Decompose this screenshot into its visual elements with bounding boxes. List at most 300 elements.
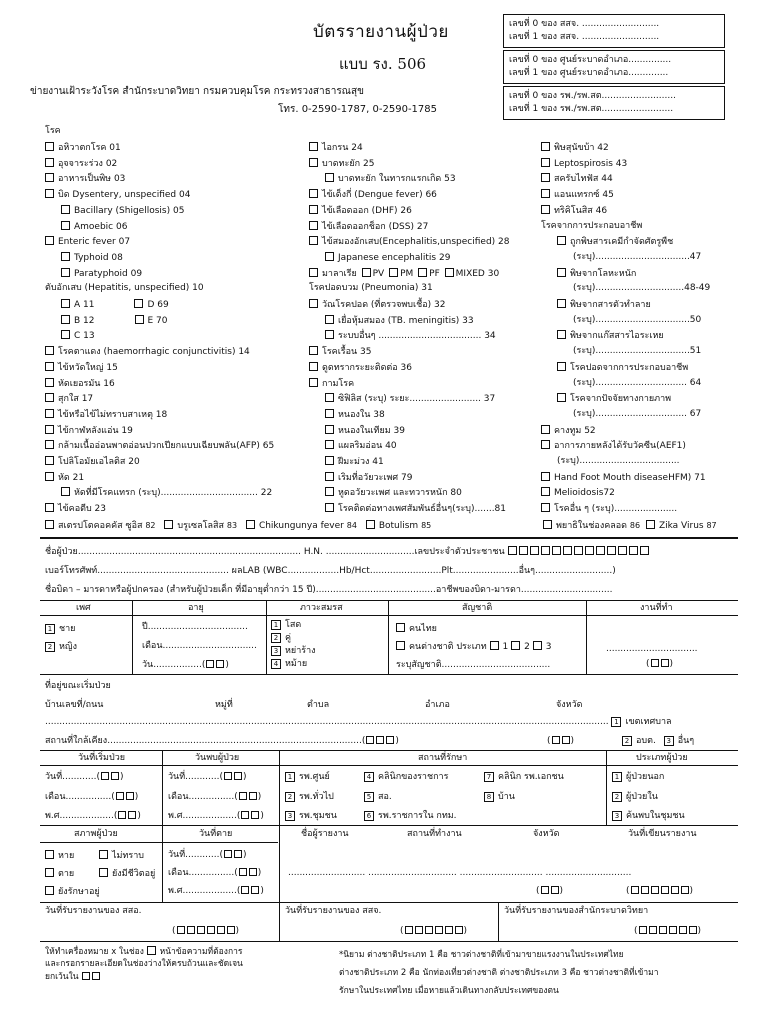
disease-label: แผลริมอ่อน 40 bbox=[338, 441, 397, 452]
disease-item[interactable] bbox=[309, 268, 499, 280]
checkbox[interactable] bbox=[45, 378, 54, 387]
checkbox[interactable] bbox=[61, 252, 70, 261]
address-near[interactable]: สถานที่ใกล้เคียง.........................................................................................( ) bbox=[45, 736, 399, 746]
disease-label: Hand Foot Mouth diseaseHFM) 71 bbox=[554, 472, 706, 483]
disease-item[interactable] bbox=[309, 378, 354, 390]
disease-item[interactable] bbox=[45, 362, 118, 374]
address-house: บ้านเลขที่/ถนน bbox=[45, 700, 104, 710]
checkbox[interactable] bbox=[541, 142, 550, 151]
nationality-foreign[interactable]: คนต่างชาติ ประเภท 1 2 3 bbox=[396, 641, 551, 653]
disease-label: เยื่อหุ้มสมอง (TB. meningitis) 33 bbox=[338, 315, 474, 326]
checkbox[interactable] bbox=[45, 173, 54, 182]
found-year[interactable]: พ.ศ...................( ) bbox=[168, 811, 264, 821]
disease-label: แอนแทรกซ์ 45 bbox=[554, 190, 614, 201]
checkbox[interactable] bbox=[541, 487, 550, 496]
disease-label: หูดอวัยวะเพศ และทวารหนัก 80 bbox=[338, 488, 462, 499]
disease-label: ไข้เด็งกี่ (Dengue fever) 66 bbox=[322, 190, 437, 201]
code-box-line: เลขที่ 0 ของ รพ./รพ.สต.......................... bbox=[509, 91, 676, 101]
disease-label: ซิฟิลิส (ระบุ) ระยะ......................... 37 bbox=[338, 394, 496, 405]
checkbox[interactable] bbox=[45, 472, 54, 481]
checkbox[interactable] bbox=[325, 487, 334, 496]
place-4[interactable]: 4 คลินิกของราชการ bbox=[364, 772, 448, 783]
disease-item[interactable] bbox=[61, 205, 184, 217]
checkbox[interactable] bbox=[45, 189, 54, 198]
checkbox[interactable] bbox=[309, 205, 318, 214]
disease-label: หนองใน 38 bbox=[338, 409, 385, 420]
header-onset-date: วันที่เริ่มป่วย bbox=[78, 753, 126, 763]
disease-label: โรคเรื้อน 35 bbox=[322, 347, 372, 358]
malaria-type: PF bbox=[429, 268, 440, 279]
checkbox[interactable] bbox=[45, 236, 54, 245]
disease-item[interactable] bbox=[541, 158, 627, 170]
disease-item[interactable] bbox=[45, 440, 274, 452]
malaria-type: PM bbox=[400, 268, 414, 279]
disease-label: สุกใส 17 bbox=[58, 394, 94, 405]
id-digit-box[interactable] bbox=[596, 546, 605, 555]
id-digit-box[interactable] bbox=[629, 546, 638, 555]
disease-item[interactable] bbox=[325, 425, 405, 437]
disease-item[interactable] bbox=[309, 346, 371, 358]
checkbox[interactable] bbox=[325, 330, 334, 339]
checkbox[interactable] bbox=[45, 456, 54, 465]
disease-item[interactable] bbox=[541, 472, 706, 484]
checkbox[interactable] bbox=[445, 268, 454, 277]
death-day[interactable]: วันที่............( ) bbox=[168, 850, 247, 860]
received-district-date[interactable]: ( ) bbox=[172, 926, 240, 936]
id-digit-box[interactable] bbox=[519, 546, 528, 555]
rule bbox=[40, 600, 738, 601]
disease-item[interactable] bbox=[45, 456, 140, 468]
age-month[interactable]: เดือน................................. bbox=[142, 641, 257, 651]
disease-item[interactable] bbox=[309, 299, 445, 311]
disease-item bbox=[573, 252, 701, 263]
checkbox[interactable] bbox=[541, 472, 550, 481]
checkbox[interactable] bbox=[362, 268, 371, 277]
code-box[interactable] bbox=[503, 86, 725, 120]
disease-item[interactable] bbox=[557, 268, 636, 280]
occupation-code[interactable]: ( ) bbox=[646, 659, 674, 669]
status-in-treatment[interactable]: ยังรักษาอยู่ bbox=[45, 886, 100, 898]
header-patient-type: ประเภทผู้ป่วย bbox=[636, 753, 688, 763]
onset-month[interactable]: เดือน................( ) bbox=[45, 792, 139, 802]
disease-item[interactable] bbox=[541, 503, 677, 515]
disease-label: หัด 21 bbox=[58, 472, 85, 483]
disease-label: เริมที่อวัยวะเพศ 79 bbox=[338, 472, 413, 483]
disease-label: หัดเยอรมัน 16 bbox=[58, 378, 115, 389]
received-province-date[interactable]: ( ) bbox=[400, 926, 468, 936]
disease-item bbox=[541, 221, 642, 232]
checkbox[interactable] bbox=[309, 142, 318, 151]
marital-married[interactable]: 2 คู่ bbox=[271, 633, 291, 644]
agency-name: ข่ายงานเฝ้าระวังโรค สำนักระบาดวิทยา กรมควบคุมโรค กระทรวงสาธารณสุข bbox=[30, 86, 364, 97]
rule bbox=[162, 825, 163, 902]
checkbox[interactable] bbox=[61, 315, 70, 324]
disease-label: (ระบุ)................................ 64 bbox=[573, 377, 702, 388]
checkbox[interactable] bbox=[646, 520, 655, 529]
disease-label: โรคปอดบวม (Pneumonia) 31 bbox=[309, 283, 433, 294]
header-province: จังหวัด bbox=[533, 829, 560, 839]
disease-label: โรคติดต่อทางเพศสัมพันธ์อื่นๆ(ระบุ).......81 bbox=[338, 504, 507, 515]
disease-item bbox=[573, 378, 701, 389]
code-box-line: เลขที่ 1 ของ รพ./รพ.สต......................... bbox=[509, 104, 674, 114]
disease-item bbox=[45, 283, 204, 294]
disease-label: Japanese encephalitis 29 bbox=[338, 252, 451, 263]
address-dots[interactable]: ..................................................................................................................................................................................................... 1 เขตเทศบาล bbox=[45, 717, 672, 727]
disease-label: บิด Dysentery, unspecified 04 bbox=[58, 190, 191, 201]
checkbox[interactable] bbox=[418, 268, 427, 277]
disease-label: A 11 bbox=[74, 300, 95, 310]
disease-item[interactable] bbox=[61, 487, 272, 499]
disease-item[interactable] bbox=[45, 158, 117, 170]
header-marital: ภาวะสมรส bbox=[300, 603, 343, 613]
header-occupation: งานที่ทำ bbox=[640, 603, 673, 613]
nationality-specify[interactable]: ระบุสัญชาติ...................................... bbox=[396, 660, 551, 670]
disease-label: พิษจากแก๊สสารไอระเหย bbox=[570, 331, 664, 342]
checkbox[interactable] bbox=[541, 158, 550, 167]
checkbox[interactable] bbox=[45, 425, 54, 434]
checkbox[interactable] bbox=[325, 393, 334, 402]
disease-item[interactable] bbox=[61, 299, 169, 311]
report-province-code[interactable]: ( ) bbox=[536, 886, 564, 896]
checkbox[interactable] bbox=[389, 268, 398, 277]
disease-item[interactable] bbox=[541, 487, 615, 499]
checkbox[interactable] bbox=[557, 236, 566, 245]
id-digit-box[interactable] bbox=[552, 546, 561, 555]
checkbox[interactable] bbox=[557, 268, 566, 277]
disease-label: ไข้หวัดใหญ่ 15 bbox=[58, 362, 118, 373]
disease-label: Paratyphoid 09 bbox=[74, 268, 143, 279]
disease-label: พิษจากสารตัวทำลาย bbox=[570, 300, 651, 310]
status-unknown[interactable]: ไม่ทราบ bbox=[99, 850, 144, 862]
place-3[interactable]: 3 รพ.ชุมชน bbox=[285, 811, 337, 822]
found-day[interactable]: วันที่............( ) bbox=[168, 772, 247, 782]
death-month[interactable]: เดือน................( ) bbox=[168, 868, 262, 878]
address-moo: หมู่ที่ bbox=[215, 700, 233, 710]
disease-item[interactable] bbox=[541, 440, 686, 452]
disease-item bbox=[309, 283, 433, 294]
disease-item[interactable] bbox=[45, 378, 115, 390]
checkbox[interactable] bbox=[543, 520, 552, 529]
checkbox[interactable] bbox=[309, 299, 318, 308]
disease-item[interactable] bbox=[61, 268, 142, 280]
checkbox[interactable] bbox=[45, 393, 54, 402]
checkbox[interactable] bbox=[309, 236, 318, 245]
checkbox[interactable] bbox=[134, 299, 143, 308]
disease-label: (ระบุ).................................51 bbox=[573, 346, 702, 357]
header-death-date: วันที่ตาย bbox=[199, 829, 233, 839]
disease-label: (ระบุ).................................47 bbox=[573, 251, 702, 262]
footer-definition-3: รักษาในประเทศไทย เมื่อหายแล้วเดินทางกลับประเทศของตน bbox=[339, 986, 559, 996]
sex-male[interactable]: 1 ชาย bbox=[45, 624, 75, 635]
checkbox[interactable] bbox=[557, 299, 566, 308]
disease-label: โรค bbox=[45, 126, 61, 136]
disease-label: โรคอื่น ๆ (ระบุ)...................... bbox=[554, 504, 678, 515]
disease-item[interactable] bbox=[325, 330, 496, 342]
checkbox[interactable] bbox=[309, 221, 318, 230]
disease-item bbox=[573, 315, 701, 326]
patient-phone-line[interactable]: เบอร์โทรศัพท์.............................................. ผลLAB (WBC..................Hb/Hct.........................Plt.......................อื่นๆ...........................) bbox=[45, 566, 616, 576]
code-box-line: เลขที่ 1 ของ ศูนย์ระบาดอำเภอ.............. bbox=[509, 68, 669, 78]
disease-item[interactable] bbox=[541, 189, 614, 201]
onset-day[interactable]: วันที่............( ) bbox=[45, 772, 124, 782]
form-number: แบบ รง. 506 bbox=[339, 55, 427, 73]
checkbox[interactable] bbox=[309, 346, 318, 355]
checkbox[interactable] bbox=[325, 440, 334, 449]
disease-item[interactable] bbox=[557, 393, 671, 405]
disease-item bbox=[573, 409, 701, 420]
checkbox[interactable] bbox=[541, 503, 550, 512]
disease-label: E 70 bbox=[147, 315, 168, 326]
disease-label: อาหารเป็นพิษ 03 bbox=[58, 174, 126, 185]
checkbox[interactable] bbox=[45, 503, 54, 512]
disease-item[interactable] bbox=[45, 393, 93, 405]
disease-item[interactable] bbox=[541, 173, 613, 185]
id-digit-box[interactable] bbox=[541, 546, 550, 555]
checkbox[interactable] bbox=[325, 173, 334, 182]
checkbox[interactable] bbox=[61, 205, 70, 214]
checkbox[interactable] bbox=[309, 189, 318, 198]
disease-label: ระบบอื่นๆ .................................... 34 bbox=[338, 331, 496, 342]
checkbox[interactable] bbox=[541, 173, 550, 182]
disease-item[interactable] bbox=[541, 205, 607, 217]
checkbox[interactable] bbox=[45, 520, 54, 529]
disease-label: ไข้กาฬหลังแอ่น 19 bbox=[58, 425, 133, 436]
checkbox[interactable] bbox=[325, 472, 334, 481]
onset-year[interactable]: พ.ศ...................( ) bbox=[45, 811, 141, 821]
disease-item[interactable] bbox=[557, 299, 651, 311]
disease-item[interactable] bbox=[541, 425, 596, 437]
disease-label: โรคจากปัจจัยทางกายภาพ bbox=[570, 394, 672, 405]
disease-item[interactable] bbox=[325, 503, 506, 515]
status-alive[interactable]: ยังมีชีวิตอยู่ bbox=[99, 868, 155, 880]
rule bbox=[40, 941, 738, 942]
disease-item[interactable] bbox=[325, 252, 450, 264]
id-digit-box[interactable] bbox=[618, 546, 627, 555]
place-7[interactable]: 7 คลินิก รพ.เอกชน bbox=[484, 772, 564, 783]
disease-label: กล้ามเนื้ออ่อนพาตอ่อนปวกเปียกแบบเฉียบพลัน(AFP) 65 bbox=[58, 441, 275, 452]
status-recovered[interactable]: หาย bbox=[45, 850, 74, 862]
disease-item[interactable] bbox=[325, 487, 462, 499]
place-2[interactable]: 2 รพ.ทั่วไป bbox=[285, 792, 334, 803]
disease-item[interactable] bbox=[309, 142, 363, 154]
report-date-boxes[interactable]: ( ) bbox=[626, 886, 694, 896]
checkbox[interactable] bbox=[366, 520, 375, 529]
disease-item[interactable] bbox=[309, 221, 428, 233]
received-bureau-date[interactable]: ( ) bbox=[634, 926, 702, 936]
disease-label: ทริคิโนสิส 46 bbox=[554, 205, 608, 216]
disease-item[interactable] bbox=[45, 409, 167, 421]
checkbox[interactable] bbox=[61, 221, 70, 230]
type-community[interactable]: 3 ค้นพบในชุมชน bbox=[612, 811, 685, 822]
disease-label: อาการภายหลังได้รับวัคซีน(AEF1) bbox=[554, 441, 686, 452]
disease-item[interactable] bbox=[325, 472, 412, 484]
marital-widowed[interactable]: 4 หม้าย bbox=[271, 659, 307, 670]
checkbox[interactable] bbox=[246, 520, 255, 529]
address-area-code[interactable]: ( ) bbox=[547, 736, 575, 746]
disease-label: (ระบุ)...............................48-49 bbox=[573, 283, 711, 294]
disease-item[interactable] bbox=[45, 425, 133, 437]
checkbox[interactable] bbox=[309, 158, 318, 167]
id-digit-box[interactable] bbox=[530, 546, 539, 555]
disease-item[interactable] bbox=[45, 189, 190, 201]
death-year[interactable]: พ.ศ...................( ) bbox=[168, 886, 264, 896]
disease-item[interactable] bbox=[309, 158, 374, 170]
disease-item[interactable] bbox=[557, 330, 664, 342]
checkbox[interactable] bbox=[61, 487, 70, 496]
header-reporter: ชื่อผู้รายงาน bbox=[301, 829, 349, 839]
marital-divorced[interactable]: 3 หย่าร้าง bbox=[271, 646, 316, 657]
disease-item bbox=[573, 346, 701, 357]
status-dead[interactable]: ตาย bbox=[45, 868, 74, 880]
checkbox[interactable] bbox=[541, 425, 550, 434]
address-area-type[interactable]: 2 อบต. 3 อื่นๆ bbox=[622, 736, 694, 747]
place-8[interactable]: 8 บ้าน bbox=[484, 792, 515, 803]
disease-item[interactable] bbox=[45, 472, 84, 484]
rule bbox=[40, 615, 738, 616]
header-treatment-place: สถานที่รักษา bbox=[418, 753, 468, 763]
checkbox[interactable] bbox=[164, 520, 173, 529]
disease-item bbox=[573, 283, 710, 294]
disease-item[interactable] bbox=[309, 236, 509, 248]
id-digit-box[interactable] bbox=[607, 546, 616, 555]
disease-label: วัณโรคปอด (ที่ตรวจพบเชื้อ) 32 bbox=[322, 300, 446, 310]
disease-label: Leptospirosis 43 bbox=[554, 158, 628, 169]
checkbox[interactable] bbox=[325, 252, 334, 261]
checkbox[interactable] bbox=[45, 142, 54, 151]
disease-item[interactable] bbox=[309, 362, 412, 374]
id-digit-box[interactable] bbox=[585, 546, 594, 555]
marital-single[interactable]: 1 โสด bbox=[271, 620, 301, 631]
occupation-input[interactable]: ................................ bbox=[606, 644, 698, 654]
place-1[interactable]: 1 รพ.ศูนย์ bbox=[285, 772, 330, 783]
disease-label: กามโรค bbox=[322, 378, 355, 389]
disease-item[interactable] bbox=[309, 205, 412, 217]
type-outpatient[interactable]: 1 ผู้ป่วยนอก bbox=[612, 772, 664, 783]
checkbox[interactable] bbox=[557, 362, 566, 371]
checkbox[interactable] bbox=[61, 330, 70, 339]
disease-item[interactable] bbox=[61, 221, 127, 233]
type-inpatient[interactable]: 2 ผู้ป่วยใน bbox=[612, 792, 658, 803]
checkbox[interactable] bbox=[325, 456, 334, 465]
checkbox[interactable] bbox=[557, 330, 566, 339]
rule bbox=[606, 750, 607, 825]
disease-label: หัดที่มีโรคแทรก (ระบุ).................................. 22 bbox=[74, 488, 273, 499]
disease-item[interactable] bbox=[541, 142, 609, 154]
disease-item[interactable] bbox=[325, 173, 456, 185]
footer-instruction-2: และกรอกรายละเอียดในช่องว่างให้ครบถ้วนและชัดเจน bbox=[45, 959, 243, 969]
disease-item[interactable] bbox=[325, 409, 385, 421]
checkbox[interactable] bbox=[325, 409, 334, 418]
checkbox[interactable] bbox=[135, 315, 144, 324]
agency-phone: โทร. 0-2590-1787, 0-2590-1785 bbox=[278, 104, 438, 115]
checkbox[interactable] bbox=[61, 268, 70, 277]
code-box-line: เลขที่ 0 ของ ศูนย์ระบาดอำเภอ............... bbox=[509, 55, 672, 65]
disease-label: (ระบุ)................................... bbox=[557, 456, 680, 466]
id-digit-box[interactable] bbox=[574, 546, 583, 555]
checkbox[interactable] bbox=[45, 440, 54, 449]
disease-item[interactable] bbox=[45, 503, 106, 515]
received-province: วันที่รับรายงานของ สสจ. bbox=[285, 906, 382, 916]
disease-label: หนองในเทียม 39 bbox=[338, 425, 405, 436]
checkbox[interactable] bbox=[45, 158, 54, 167]
rule bbox=[40, 750, 738, 751]
disease-label: ไข้เลือดออก (DHF) 26 bbox=[322, 205, 412, 216]
checkbox[interactable] bbox=[325, 503, 334, 512]
header-status: สภาพผู้ป่วย bbox=[74, 829, 118, 839]
code-box[interactable] bbox=[503, 50, 725, 84]
id-digit-box[interactable] bbox=[563, 546, 572, 555]
disease-last-row-right: พยาธิในช่องคลอด 86 Zika Virus 87 bbox=[543, 520, 717, 532]
disease-label: อุจจาระร่วง 02 bbox=[58, 158, 118, 169]
place-6[interactable]: 6 รพ.ราชการใน กทม. bbox=[364, 811, 457, 822]
disease-item[interactable] bbox=[325, 440, 397, 452]
citizen-id-boxes[interactable] bbox=[507, 547, 650, 557]
sex-female[interactable]: 2 หญิง bbox=[45, 642, 77, 653]
disease-item[interactable] bbox=[557, 362, 688, 374]
checkbox[interactable] bbox=[309, 362, 318, 371]
rule bbox=[388, 600, 389, 674]
disease-item[interactable] bbox=[61, 252, 123, 264]
rule bbox=[279, 825, 280, 902]
disease-item[interactable] bbox=[45, 236, 130, 248]
checkbox[interactable] bbox=[61, 299, 70, 308]
place-5[interactable]: 5 สอ. bbox=[364, 792, 392, 803]
code-box[interactable] bbox=[503, 14, 725, 48]
checkbox[interactable] bbox=[541, 440, 550, 449]
disease-label: โปลิโอมัยเอไลติส 20 bbox=[58, 457, 140, 467]
checkbox[interactable] bbox=[557, 393, 566, 402]
age-day[interactable]: วัน.................( ) bbox=[142, 660, 229, 670]
rule bbox=[40, 842, 278, 843]
disease-item[interactable] bbox=[557, 236, 673, 248]
disease-item[interactable] bbox=[325, 456, 384, 468]
disease-item[interactable] bbox=[309, 189, 437, 201]
disease-label: Enteric fever 07 bbox=[58, 237, 131, 248]
disease-item[interactable] bbox=[325, 393, 495, 405]
disease-item[interactable] bbox=[45, 346, 250, 358]
checkbox[interactable] bbox=[541, 205, 550, 214]
disease-item[interactable] bbox=[45, 173, 125, 185]
malaria-type: MIXED 30 bbox=[455, 268, 500, 279]
found-month[interactable]: เดือน................( ) bbox=[168, 792, 262, 802]
disease-label: Amoebic 06 bbox=[74, 221, 128, 232]
patient-parent-line[interactable]: ชื่อบิดา – มารดาหรือผู้ปกครอง (สำหรับผู้ป่วยเด็ก ที่มีอายุต่ำกว่า 15 ปี)..........................................อาชีพของบิดา-มารดา................................ bbox=[45, 585, 613, 595]
disease-label: D 69 bbox=[147, 300, 169, 310]
checkbox[interactable] bbox=[45, 362, 54, 371]
age-year[interactable]: ปี................................... bbox=[142, 622, 248, 632]
header-age: อายุ bbox=[188, 603, 204, 613]
checkbox[interactable] bbox=[309, 268, 318, 277]
disease-label: สครับไทฟัส 44 bbox=[554, 174, 613, 185]
checkbox[interactable] bbox=[541, 189, 550, 198]
disease-item[interactable] bbox=[61, 330, 95, 342]
checkbox[interactable] bbox=[45, 346, 54, 355]
disease-item[interactable] bbox=[325, 315, 474, 327]
disease-label: ถูกพิษสารเคมีกำจัดศัตรูพืช bbox=[570, 237, 674, 248]
id-digit-box[interactable] bbox=[508, 546, 517, 555]
checkbox[interactable] bbox=[325, 425, 334, 434]
checkbox[interactable] bbox=[45, 409, 54, 418]
nationality-thai[interactable]: คนไทย bbox=[396, 623, 437, 635]
checkbox[interactable] bbox=[309, 378, 318, 387]
disease-item[interactable] bbox=[45, 142, 121, 154]
reporter-input[interactable]: ........................... ............................... ............................. .............................. bbox=[288, 868, 632, 878]
disease-label: Bacillary (Shigellosis) 05 bbox=[74, 205, 185, 216]
checkbox[interactable] bbox=[325, 315, 334, 324]
header-found-date: วันพบผู้ป่วย bbox=[195, 753, 240, 763]
id-digit-box[interactable] bbox=[640, 546, 649, 555]
disease-item[interactable] bbox=[61, 315, 168, 327]
